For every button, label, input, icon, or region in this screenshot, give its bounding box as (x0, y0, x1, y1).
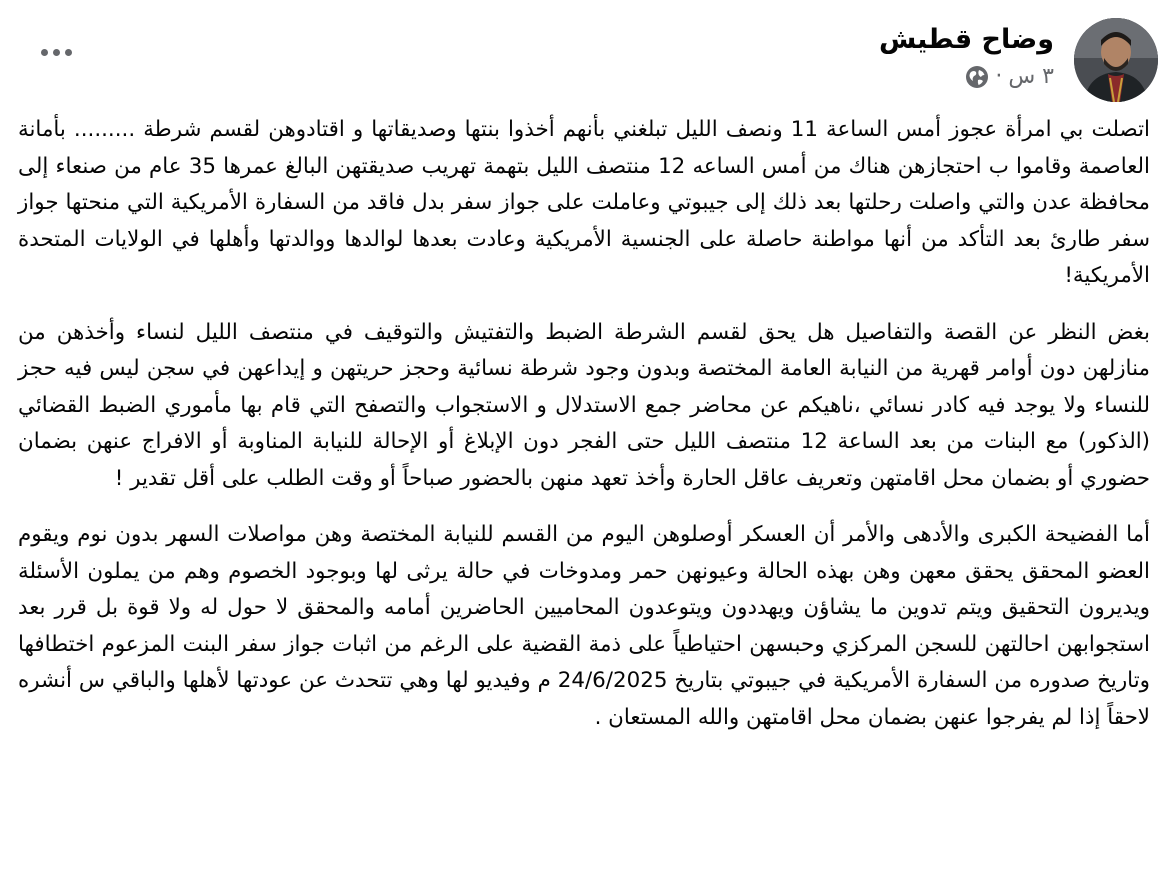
more-options-button[interactable] (36, 40, 76, 64)
author-name[interactable]: وضاح قطيش (878, 24, 1054, 55)
meta-separator: · (995, 64, 1003, 89)
author-avatar[interactable] (1074, 18, 1158, 102)
author-block (879, 20, 1054, 92)
post-meta (879, 62, 1054, 92)
post-header (12, 18, 1158, 102)
post-paragraph-3: أما الفضيحة الكبرى والأدهى والأمر أن العسكر أوصلوهن اليوم من القسم للنيابة المختصة وهن مواصلات السهر بدون نوم ويقوم العضو المحقق يحقق معهن وهن بهذه الحالة وعيونهن حمر ومدوخات في حالة يرثى لها وبوجود الخصوم وهم من يملون الأسئلة ويديرون التحقيق ويتم تدوين ما يشاؤن ويهددون ويتوعدون المحاميين الحاضرين أمامه والمحقق لا حول له ولا قوة بل قرر بعد استجوابهن احالتهن للسجن المركزي وحبسهن احتياطياً على ذمة القضية على الرغم من اثبات جواز سفر البنت المزعوم اختطافها وتاريخ صدوره من السفارة الأمريكية في جيبوتي بتاريخ 24/6/2025 م وفيديو لها وهي تتحدث عن عودتها لأهلها والباقي س أنشره لاحقاً إذا لم يفرجوا عنهن بضمان محل اقامتهن والله المستعان . (18, 522, 1150, 730)
post-paragraph-1: اتصلت بي امرأة عجوز أمس الساعة 11 ونصف الليل تبلغني بأنهم أخذوا بنتها وصديقاتها و اقتادوهن لقسم شرطة ......... بأمانة العاصمة وقاموا ب احتجازهن هناك من أمس الساعه 12 منتصف الليل بتهمة تهريب صديقتهن البالغ عمرها 35 عام من صنعاء إلى محافظة عدن والتي واصلت رحلتها بعد ذلك إلى جيبوتي وعاملت على جواز سفر بدل فاقد من السفارة الأمريكية التي منحتها جواز سفر طارئ بعد التأكد من أنها مواطنة حاصلة على الجنسية الأمريكية وعادت بعدها لوالدها ووالدتها وأهلها في الولايات المتحدة الأمريكية! (18, 117, 1150, 288)
globe-icon[interactable] (965, 65, 989, 89)
post-paragraph-2: بغض النظر عن القصة والتفاصيل هل يحق لقسم الشرطة الضبط والتفتيش والتوقيف في منتصف الليل لنساء وأخذهن من منازلهن دون أوامر قهرية من النيابة العامة المختصة وبدون وجود شرطة نسائية وحجز حريتهن و إيداعهن في سجن ليس فيه حجز للنساء ولا يوجد فيه كادر نسائي ،ناهيكم عن محاضر جمع الاستدلال و الاستجواب والتصفح التي قام بها مأموري الضبط القضائي (الذكور) مع البنات من بعد الساعة 12 منتصف الليل حتى الفجر دون الإبلاغ أو الإحالة للنيابة المناوبة أو الافراج عنهن بضمان حضوري أو بضمان محل اقامتهن وتعريف عاقل الحارة وأخذ تعهد منهن بالحضور صباحاً أو وقت الطلب على أقل تقدير ! (18, 319, 1150, 491)
post-time[interactable]: ٣ س (1008, 64, 1054, 89)
more-horizontal-icon (41, 49, 48, 56)
more-horizontal-icon (65, 49, 72, 56)
more-horizontal-icon (53, 49, 60, 56)
post-body (18, 112, 1150, 756)
avatar-photo (1074, 18, 1158, 102)
